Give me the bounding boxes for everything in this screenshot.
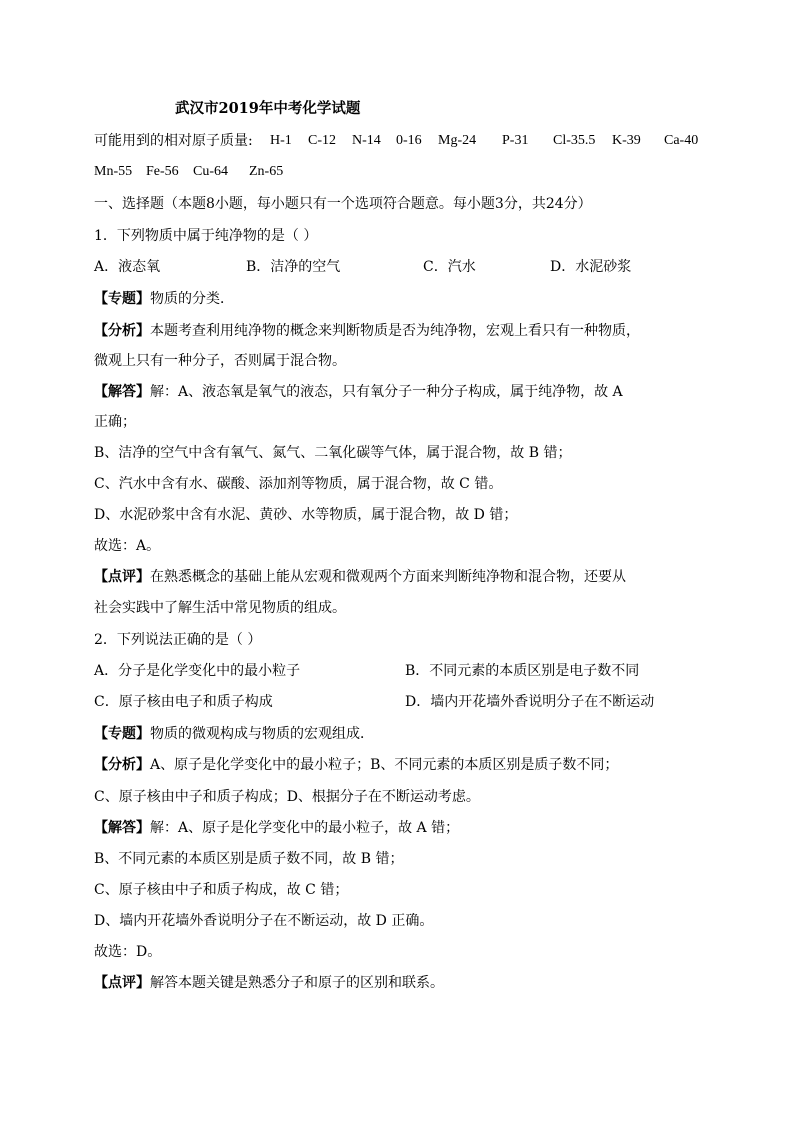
section-header: 一、选择题（本题8小题，每小题只有一个选项符合题意。每小题3分，共24分） [94, 196, 592, 212]
q2-option-d: D．墙内开花墙外香说明分子在不断运动 [405, 694, 655, 710]
q1-answer-line: B、洁净的空气中含有氧气、氮气、二氧化碳等气体，属于混合物，故 B 错； [94, 445, 572, 461]
topic-tag: 【专题】 [94, 291, 150, 307]
q1-comment-cont: 社会实践中了解生活中常见物质的组成。 [94, 600, 346, 616]
mass-item: H-1 [270, 133, 292, 148]
comment-tag: 【点评】 [94, 975, 150, 991]
masses-label: 可能用到的相对原子质量: [94, 133, 253, 149]
q1-option-c: C．汽水 [423, 259, 476, 275]
q2-option-c: C．原子核由电子和质子构成 [94, 694, 273, 710]
q2-analysis-cont: C、原子核由中子和质子构成；D、根据分子在不断运动考虑。 [94, 789, 480, 805]
q2-answer-line: B、不同元素的本质区别是质子数不同，故 B 错； [94, 851, 404, 867]
mass-item: Ca-40 [664, 133, 699, 148]
mass-item: Cl-35.5 [553, 133, 596, 148]
mass-item: 0-16 [396, 133, 422, 148]
mass-item: Zn-65 [249, 164, 284, 179]
q1-answer-line: D、水泥砂浆中含有水泥、黄砂、水等物质，属于混合物，故 D 错； [94, 507, 518, 523]
mass-item: K-39 [612, 133, 641, 148]
q1-choice: 故选：A。 [94, 538, 161, 554]
q2-answer-text: 解：A、原子是化学变化中的最小粒子，故 A 错； [150, 820, 460, 836]
q2-option-a: A．分子是化学变化中的最小粒子 [94, 663, 301, 679]
q2-topic [94, 724, 374, 744]
q2-stem: 2．下列说法正确的是（ ） [94, 632, 262, 648]
q2-answer-line: D、墙内开花墙外香说明分子在不断运动，故 D 正确。 [94, 913, 434, 929]
q2-topic-text: 物质的微观构成与物质的宏观组成． [150, 726, 374, 742]
analysis-tag: 【分析】 [94, 757, 150, 773]
answer-tag: 【解答】 [94, 820, 150, 836]
q1-answer-text: 解：A、液态氧是氧气的液态，只有氧分子一种分子构成，属于纯净物，故 A [150, 384, 623, 400]
q2-answer-line: C、原子核由中子和质子构成，故 C 错； [94, 882, 349, 898]
q1-comment [94, 567, 626, 587]
q2-comment [94, 973, 444, 993]
q1-analysis-cont: 微观上只有一种分子，否则属于混合物。 [94, 353, 346, 369]
comment-tag: 【点评】 [94, 569, 150, 585]
mass-item: Mn-55 [94, 164, 133, 179]
q2-answer [94, 818, 459, 838]
q1-answer [94, 382, 623, 402]
q2-analysis-text: A、原子是化学变化中的最小粒子；B、不同元素的本质区别是质子数不同； [150, 757, 619, 773]
q2-option-b: B．不同元素的本质区别是电子数不同 [405, 663, 640, 679]
q1-option-a: A．液态氧 [94, 259, 161, 275]
q2-analysis [94, 755, 618, 775]
q1-analysis [94, 321, 640, 341]
topic-tag: 【专题】 [94, 726, 150, 742]
q1-answer-line: 正确； [94, 414, 136, 430]
q1-answer-line: C、汽水中含有水、碳酸、添加剂等物质，属于混合物，故 C 错。 [94, 476, 503, 492]
q1-analysis-text: 本题考查利用纯净物的概念来判断物质是否为纯净物，宏观上看只有一种物质， [150, 323, 640, 339]
mass-item: N-14 [352, 133, 381, 148]
q1-comment-text: 在熟悉概念的基础上能从宏观和微观两个方面来判断纯净物和混合物，还要从 [150, 569, 626, 585]
q1-option-d: D．水泥砂浆 [550, 259, 632, 275]
q2-choice: 故选：D。 [94, 944, 162, 960]
mass-item: Cu-64 [193, 164, 228, 179]
q1-option-b: B．洁净的空气 [246, 259, 341, 275]
mass-item: Mg-24 [438, 133, 477, 148]
exam-title: 武汉市2019年中考化学试题 [175, 100, 361, 117]
q2-comment-text: 解答本题关键是熟悉分子和原子的区别和联系。 [150, 975, 444, 991]
mass-item: Fe-56 [146, 164, 179, 179]
analysis-tag: 【分析】 [94, 323, 150, 339]
q1-topic-text: 物质的分类． [150, 291, 234, 307]
q1-topic [94, 289, 234, 309]
q1-stem: 1．下列物质中属于纯净物的是（ ） [94, 228, 318, 244]
mass-item: P-31 [502, 133, 529, 148]
answer-tag: 【解答】 [94, 384, 150, 400]
mass-item: C-12 [308, 133, 336, 148]
